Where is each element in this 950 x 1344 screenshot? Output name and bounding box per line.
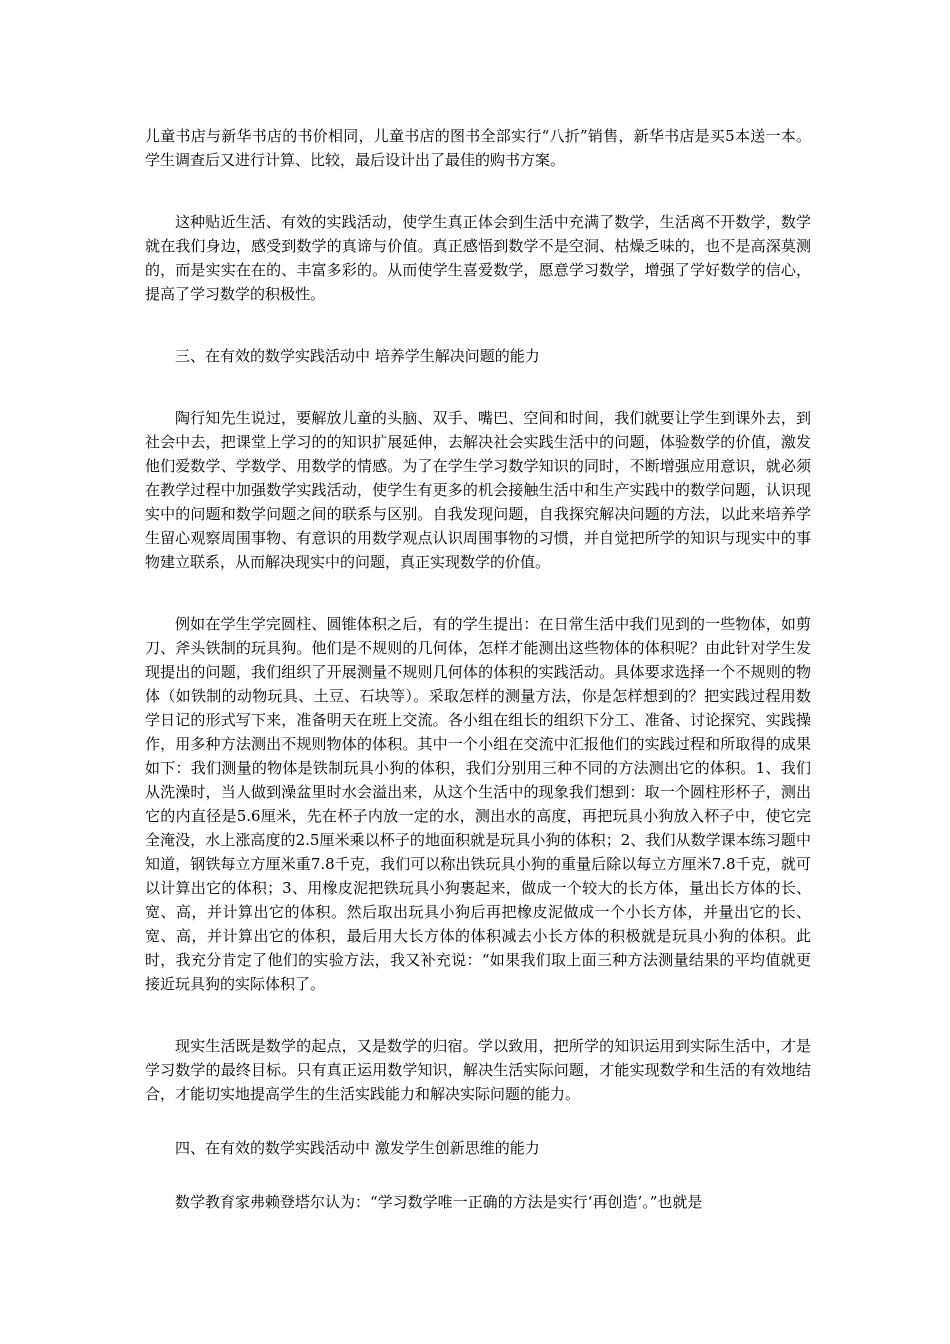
paragraph-bookstore-plan: 儿童书店与新华书店的书价相同，儿童书店的图书全部实行“八折”销售，新华书店是买5本送一本。学生调查后又进行计算、比较，最后设计出了最佳的购书方案。 [145, 127, 811, 169]
document-page [145, 124, 811, 1214]
paragraph-freudenthal: 数学教育家弗赖登塔尔认为：“学习数学唯一正确的方法是实行‘再创造’。”也就是 [175, 1193, 703, 1211]
section-heading-4: 四、在有效的数学实践活动中 激发学生创新思维的能力 [175, 1139, 540, 1157]
paragraph-volume-example: 例如在学生学完圆柱、圆锥体积之后，有的学生提出：在日常生活中我们见到的一些物体，如剪刀、斧头铁制的玩具狗。他们是不规则的几何体，怎样才能测出这些物体的体积呢？由此针对学生发现提出的问题，我们组织了开展测量不规则几何体的体积的实践活动。具体要求选择一个不规则的物体（如铁制的动物玩具、土豆、石块等）。采取怎样的测量方法，你是怎样想到的？把实践过程用数学日记的形式写下来，准备明天在班上交流。各小组在组长的组织下分工、准备、讨论探究、实践操作，用多种方法测出不规则物体的体积。其中一个小组在交流中汇报他们的实践过程和所取得的成果如下：我们测量的物体是铁制玩具小狗的体积，我们分别用三种不同的方法测出它的体积。1、我们从洗澡时，当人做到澡盆里时水会溢出来，从这个生活中的现象我们想到：取一个圆柱形杯子，测出它的内直径是5.6厘米，先在杯子内放一定的水，测出水的高度，再把玩具小狗放入杯子中，使它完全淹没，水上涨高度的2.5厘米乘以杯子的地面积就是玩具小狗的体积；2、我们从数学课本练习题中知道，钢铁每立方厘米重7.8千克，我们可以称出铁玩具小狗的重量后除以每立方厘米7.8千克，就可以计算出它的体积；3、用橡皮泥把铁玩具小狗裹起来，做成一个较大的长方体，量出长方体的长、宽、高，并计算出它的体积。然后取出玩具小狗后再把橡皮泥做成一个小长方体，并量出它的长、宽、高，并计算出它的体积，最后用大长方体的体积减去小长方体的积极就是玩具小狗的体积。此时，我充分肯定了他们的实验方法，我又补充说：“如果我们取上面三种方法测量结果的平均值就更接近玩具狗的实际体积了。 [145, 615, 811, 993]
paragraph-real-life: 现实生活既是数学的起点，又是数学的归宿。学以致用，把所学的知识运用到实际生活中，才是学习数学的最终目标。只有真正运用数学知识，解决生活实际问题，才能实现数学和生活的有效地结合，才能切实地提高学生的生活实践能力和解决实际问题的能力。 [145, 1037, 811, 1103]
section-heading-3: 三、在有效的数学实践活动中 培养学生解决问题的能力 [175, 347, 540, 365]
paragraph-tao-xingzhi: 陶行知先生说过，要解放儿童的头脑、双手、嘴巴、空间和时间，我们就要让学生到课外去，到社会中去，把课堂上学习的的知识扩展延伸，去解决社会实践生活中的问题，体验数学的价值，激发他们爱数学、学数学、用数学的情感。为了在学生学习数学知识的同时，不断增强应用意识，就必须在教学过程中加强数学实践活动，使学生有更多的机会接触生活中和生产实践中的数学问题，认识现实中的问题和数学问题之间的联系与区别。自我发现问题，自我探究解决问题的方法，以此来培养学生留心观察周围事物、有意识的用数学观点认识周围事物的习惯，并自觉把所学的知识与现实中的事物建立联系，从而解决现实中的问题，真正实现数学的价值。 [145, 409, 811, 571]
paragraph-practice-value: 这种贴近生活、有效的实践活动，使学生真正体会到生活中充满了数学，生活离不开数学，数学就在我们身边，感受到数学的真谛与价值。真正感悟到数学不是空洞、枯燥乏味的，也不是高深莫测的，而是实实在在的、丰富多彩的。从而使学生喜爱数学，愿意学习数学，增强了学好数学的信心，提高了学习数学的积极性。 [145, 213, 811, 303]
